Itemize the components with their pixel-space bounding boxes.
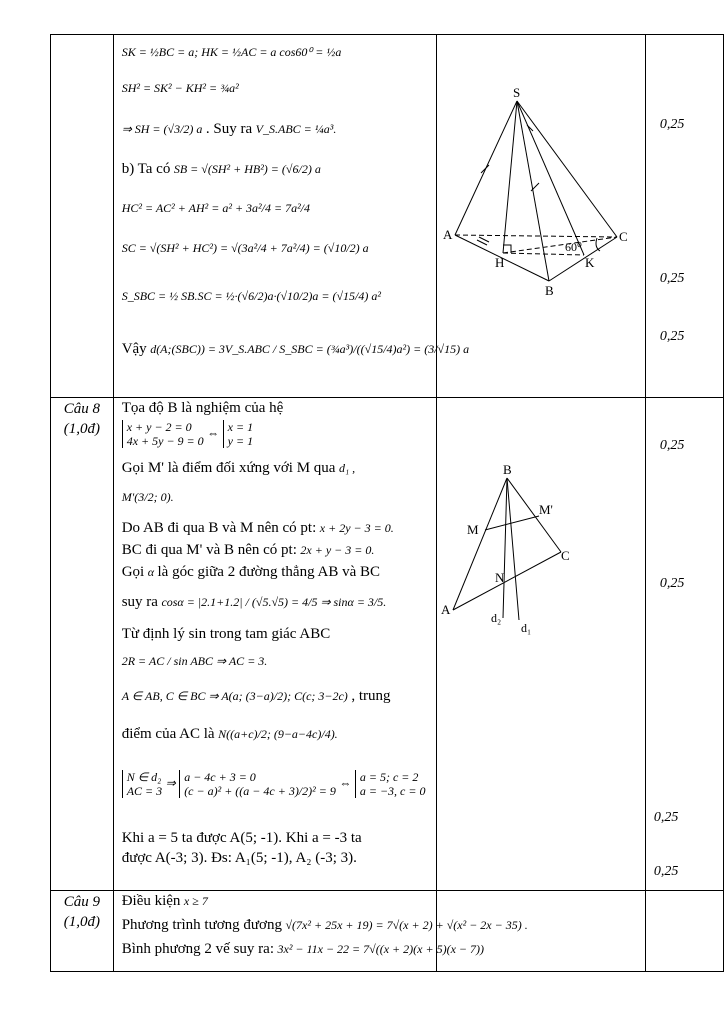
system-line bbox=[122, 420, 253, 448]
text-line bbox=[122, 460, 355, 477]
solution-system bbox=[223, 420, 253, 448]
math-inline: d(A;(SBC)) = 3V_S.ABC / S_SBC = (¾a³)/((√15/4)a²) = (3/√15) a bbox=[150, 342, 470, 356]
label-M: M bbox=[466, 522, 479, 537]
text-line bbox=[122, 161, 321, 178]
score: 0,25 bbox=[659, 117, 685, 132]
text-inline: Vậy bbox=[121, 341, 147, 357]
math-inline: N((a+c)/2; (9−a−4c)/4). bbox=[218, 727, 338, 741]
text-inline: b) Ta có bbox=[121, 161, 171, 177]
label-H: H bbox=[494, 255, 505, 270]
math-inline: 3x² − 11x − 22 = 7√((x + 2)(x + 5)(x − 7)) bbox=[277, 942, 484, 956]
equation: (c − a)² + ((a − 4c + 3)/2)² = 9 bbox=[184, 784, 336, 798]
score: 0,25 bbox=[653, 810, 679, 825]
math-inline: x ≥ 7 bbox=[183, 894, 208, 908]
math-inline: cosα = |2.1+1.2| / (√5.√5) = 4/5 ⇒ sinα = 3/5. bbox=[161, 595, 387, 609]
text-inline: , trung bbox=[351, 688, 391, 704]
solution-cell bbox=[113, 398, 436, 891]
question-number: Câu 9 bbox=[63, 894, 100, 910]
text-inline: BC đi qua M' và B nên có pt: bbox=[121, 542, 297, 558]
question-label-cell bbox=[51, 891, 114, 972]
question-points bbox=[51, 37, 113, 39]
text-inline: điểm của AC là bbox=[121, 726, 215, 742]
figure-cell bbox=[436, 398, 645, 891]
math-line: M'(3/2; 0). bbox=[121, 490, 174, 504]
text-line bbox=[122, 542, 375, 559]
text-line bbox=[122, 564, 380, 581]
text-inline: Gọi M' là điểm đối xứng với M qua bbox=[121, 460, 336, 476]
text-inline: Gọi bbox=[121, 564, 145, 580]
condition: AC = 3 bbox=[126, 784, 163, 798]
system-line bbox=[122, 770, 426, 798]
text-line bbox=[122, 341, 469, 358]
side-AC bbox=[453, 552, 561, 610]
math-line: 2R = AC / sin ABC ⇒ AC = 3. bbox=[121, 654, 268, 668]
math-inline: A ∈ AB, C ∈ BC ⇒ A(a; (3−a)/2); C(c; 3−2c) bbox=[121, 689, 348, 703]
label-A: A bbox=[440, 602, 451, 617]
label-N: N bbox=[494, 570, 505, 585]
text-line bbox=[122, 520, 394, 537]
label-A: A bbox=[442, 227, 453, 242]
text-line bbox=[122, 726, 338, 743]
math-inline: SB = √(SH² + HB²) = (√6/2) a bbox=[173, 162, 321, 176]
math-line: SC = √(SH² + HC²) = √(3a²/4 + 7a²/4) = (√10/2) a bbox=[121, 241, 369, 255]
label-S: S bbox=[512, 85, 521, 100]
question-label-cell bbox=[51, 35, 114, 398]
label-K: K bbox=[584, 255, 595, 270]
text-inline: là góc giữa 2 đường thẳng AB và BC bbox=[157, 564, 381, 580]
math-inline: V_S.ABC = ¼a³. bbox=[255, 122, 337, 136]
solution-cell bbox=[113, 35, 470, 398]
math-inline: α bbox=[147, 565, 154, 579]
label-d2: d₂ bbox=[490, 611, 502, 625]
label-d1: d₁ bbox=[520, 621, 532, 635]
text-inline: suy ra bbox=[121, 594, 158, 610]
math-inline: √(7x² + 25x + 19) = 7√(x + 2) + √(x² − 2x − 35) . bbox=[285, 918, 528, 932]
question-label-cell bbox=[51, 398, 114, 891]
row-question-8 bbox=[51, 398, 724, 891]
text-line bbox=[122, 941, 484, 958]
math-line: HC² = AC² + AH² = a² + 3a²/4 = 7a²/4 bbox=[121, 201, 310, 215]
equivalence-sign: ⇔ bbox=[207, 426, 220, 441]
score-cell bbox=[645, 398, 723, 891]
text-line bbox=[122, 594, 387, 611]
question-number: Câu 8 bbox=[63, 401, 100, 417]
solution: a = 5; c = 2 bbox=[359, 770, 419, 784]
solution-set bbox=[355, 770, 426, 798]
text-line bbox=[122, 688, 391, 705]
text-inline: Bình phương 2 vế suy ra: bbox=[121, 941, 274, 957]
text-inline: Điều kiện bbox=[121, 893, 181, 909]
line-d1 bbox=[507, 478, 519, 620]
equation-system bbox=[179, 770, 336, 798]
row-question-9 bbox=[51, 891, 724, 972]
math-inline: x + 2y − 3 = 0. bbox=[319, 521, 394, 535]
condition: N ∈ d₂ bbox=[126, 770, 162, 784]
text-inline: Phương trình tương đương bbox=[121, 917, 282, 933]
math-line: SK = ½BC = a; HK = ½AC = a cos60⁰ = ½a bbox=[121, 45, 342, 59]
text-line: Tọa độ B là nghiệm của hệ bbox=[121, 400, 284, 416]
score: 0,25 bbox=[659, 438, 685, 453]
equation-system bbox=[122, 420, 204, 448]
score-cell bbox=[645, 891, 723, 972]
triangle-figure bbox=[437, 398, 645, 886]
text-line bbox=[122, 893, 208, 910]
solution-table bbox=[50, 34, 724, 972]
math-inline: ⇒ SH = (√3/2) a bbox=[121, 122, 203, 136]
edge-SH bbox=[503, 101, 517, 253]
text-inline: Do AB đi qua B và M nên có pt: bbox=[121, 520, 317, 536]
edge-BC bbox=[549, 237, 617, 281]
row-question-7b bbox=[51, 35, 724, 398]
label-B: B bbox=[502, 462, 512, 477]
side-BA bbox=[453, 478, 507, 610]
label-angle: 60⁰ bbox=[564, 240, 582, 254]
equation: 4x + 5y − 9 = 0 bbox=[126, 434, 204, 448]
condition-system bbox=[122, 770, 162, 798]
pyramid-figure bbox=[437, 35, 645, 393]
equation: y = 1 bbox=[227, 434, 254, 448]
math-line: SH² = SK² − KH² = ¾a² bbox=[121, 81, 239, 95]
figure-cell bbox=[436, 35, 645, 398]
line-d2 bbox=[503, 478, 507, 618]
equivalence-sign: ⇔ bbox=[339, 776, 352, 791]
implies-sign: ⇒ bbox=[165, 776, 176, 791]
segment-MM' bbox=[485, 516, 539, 530]
right-angle-mark bbox=[503, 245, 511, 253]
math-inline: d₁ , bbox=[338, 461, 356, 475]
figure-cell bbox=[436, 891, 645, 972]
label-M-prime: M' bbox=[538, 502, 553, 517]
label-C: C bbox=[560, 548, 570, 563]
score: 0,25 bbox=[653, 864, 679, 879]
text-line: Từ định lý sin trong tam giác ABC bbox=[121, 626, 331, 642]
score: 0,25 bbox=[659, 576, 685, 591]
text-inline: . Suy ra bbox=[205, 121, 253, 137]
tick-mark bbox=[481, 165, 489, 173]
solution: a = −3, c = 0 bbox=[359, 784, 426, 798]
label-B: B bbox=[544, 283, 554, 298]
math-inline: 2x + y − 3 = 0. bbox=[300, 543, 375, 557]
score-cell bbox=[645, 35, 723, 398]
text-line: Khi a = 5 ta được A(5; -1). Khi a = -3 ta bbox=[121, 830, 362, 846]
equation: x = 1 bbox=[227, 420, 254, 434]
text-line bbox=[122, 121, 337, 138]
solution-cell bbox=[113, 891, 528, 972]
question-points: (1,0đ) bbox=[63, 914, 100, 930]
label-C: C bbox=[618, 229, 628, 244]
score: 0,25 bbox=[659, 329, 685, 344]
math-line: S_SBC = ½ SB.SC = ½·(√6/2)a·(√10/2)a = (√15/4) a² bbox=[121, 289, 381, 303]
equation: a − 4c + 3 = 0 bbox=[184, 770, 256, 784]
score: 0,25 bbox=[659, 271, 685, 286]
text-line: được A(-3; 3). Đs: A₁(5; -1), A₂ (-3; 3). bbox=[121, 850, 357, 866]
equation: x + y − 2 = 0 bbox=[126, 420, 192, 434]
question-points: (1,0đ) bbox=[63, 421, 100, 437]
